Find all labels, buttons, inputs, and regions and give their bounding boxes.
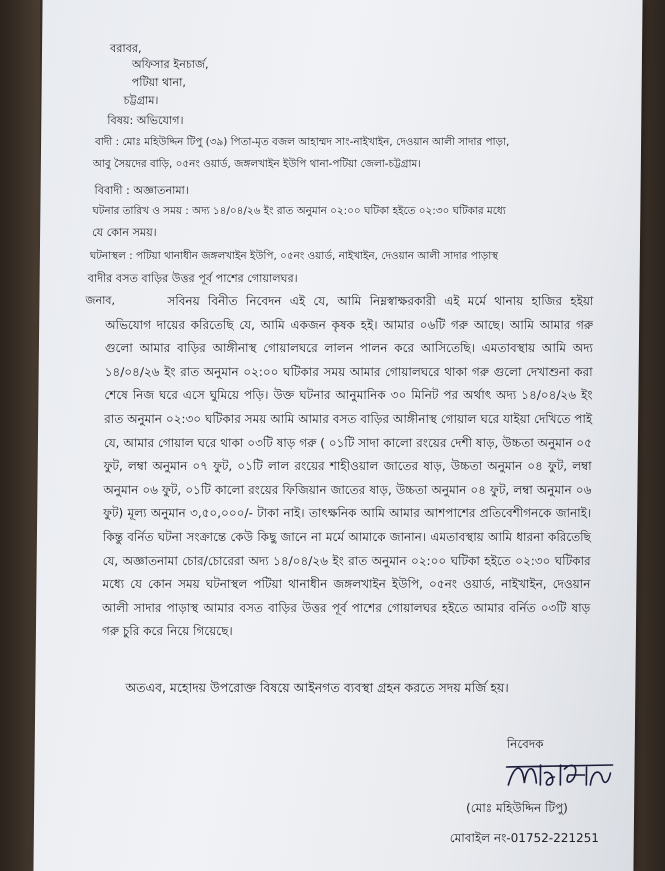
plaintiff-line-1: বাদী : মোঃ মহিউদ্দিন টিপু (৩৯) পিতা-মৃত বজল আহাম্মদ সাং-নাইখাইন, দেওয়ান আলী সাদার পাড়া, [95, 136, 510, 148]
complaint-letter-page [33, 0, 642, 871]
defendant-line: বিবাদী : অজ্ঞাতনামা। [94, 184, 189, 197]
greeting: জনাব, [85, 294, 116, 307]
incident-place-line-1: ঘটনাস্থল : পটিয়া থানাধীন জঙ্গলখাইন ইউপি, ০৫নং ওয়ার্ড, নাইখাইন, দেওয়ান আলী সাদার পাড়াস্থ [89, 250, 499, 262]
handwritten-signature [504, 755, 614, 795]
incident-time-line-1: ঘটনার তারিখ ও সময় : অদ্য ১৪/০৪/২৬ ইং রাত অনুমান ০২:০০ ঘটিকা হইতে ০২:৩০ ঘটিকার মধ্যে [92, 205, 506, 217]
recipient-officer: অফিসার ইনচার্জ, [131, 58, 209, 71]
signer-name: (মোঃ মহিউদ্দিন টিপু) [466, 801, 568, 815]
plaintiff-line-2: আবু সৈয়দের বাড়ি, ০৫নং ওয়ার্ড, জঙ্গলখাইন ইউপি থানা-পটিয়া জেলা-চট্টগ্রাম। [92, 158, 422, 170]
signer-mobile: মোবাইল নং-01752-221251 [449, 831, 599, 845]
recipient-district: চট্টগ্রাম। [123, 94, 159, 107]
incident-time-line-2: যে কোন সময়। [92, 226, 157, 239]
to-label: বরাবর, [109, 42, 142, 55]
incident-place-line-2: বাদীর বসত বাড়ির উত্তর পূর্ব পাশের গোয়ালঘর। [87, 272, 298, 285]
complaint-body-text: সবিনয় বিনীত নিবেদন এই যে, আমি নিম্নস্বাক্ষরকারী এই মর্মে থানায় হাজির হইয়া অভিযোগ দায়ের করিতেছি যে, আমি একজন কৃষক হই। আমার ০৬টি গরু আছে। আমি আমার গরু গুলো আমার বাড়ির আঙ্গীনাস্থ গোয়ালঘরে লালন পালন করে আসিতেছি। এমতাবস্থায় আমি অদ্য ১৪/০৪/২৬ ইং রাত অনুমান ০২:০০ ঘটিকার সময় আমার গোয়ালঘরে থাকা গরু গুলো দেখাশুনা করা শেষে নিজ ঘরে এসে ঘুমিয়ে পড়ি। উক্ত ঘটনার আনুমানিক ৩০ মিনিট পর অর্থাৎ অদ্য ১৪/০৪/২৬ ইং রাত অনুমান ০২:৩০ ঘটিকার সময় আমি আমার বসত বাড়ির আঙ্গীনাস্থ গোয়াল ঘরে যাইয়া দেখিতে পাই যে, আমার গোয়াল ঘরে থাকা ০৩টি ষাড় গরু ( ০১টি সাদা কালো রংয়ের দেশী ষাড়, উচ্চতা অনুমান ০৫ ফুট, লম্বা অনুমান ০৭ ফুট, ০১টি লাল রংয়ের শাহীওয়াল জাতের ষাড়, উচ্চতা অনুমান ০৪ ফুট, লম্বা অনুমান ০৬ ফুট, ০১টি কালো রংয়ের ফিজিয়ান জাতের ষাড়, উচ্চতা অনুমান ০৪ ফুট, লম্বা অনুমান ০৬ ফুট) মূল্য অনুমান ৩,৫০,০০০/- টাকা নাই। তাৎক্ষনিক আমি আমার আশপাশের প্রতিবেশীগনকে জানাই। কিন্তু বর্নিত ঘটনা সংক্রান্তে কেউ কিছু জানে না মর্মে আমাকে জানান। এমতাবস্থায় আমি ধারনা করিতেছি যে, অজ্ঞাতনামা চোর/চোরেরা অদ্য ১৪/০৪/২৬ ইং রাত অনুমান ০২:০০ ঘটিকা হইতে ০২:৩০ ঘটিকার মধ্যে যে কোন সময় ঘটনাস্থল পটিয়া থানাধীন জঙ্গলখাইন ইউপি, ০৫নং ওয়ার্ড, নাইখাইন, দেওয়ান আলী সাদার পাড়াস্থ আমার বসত বাড়ির উত্তর পূর্ব পাশের গোয়ালঘর হইতে আমার বর্নিত ০৩টি ষাড় গরু চুরি করে নিয়ে গিয়েছে। [101, 294, 594, 639]
recipient-station: পটিয়া থানা, [131, 76, 187, 89]
complaint-body [102, 290, 594, 644]
signoff-label: নিবেদক [506, 737, 544, 751]
closing-request: অতএব, মহোদয় উপরোক্ত বিষয়ে আইনগত ব্যবস্থা গ্রহন করতে সদয় মর্জি হয়। [125, 680, 509, 695]
subject-line: বিষয়: অভিযোগ। [107, 114, 184, 127]
